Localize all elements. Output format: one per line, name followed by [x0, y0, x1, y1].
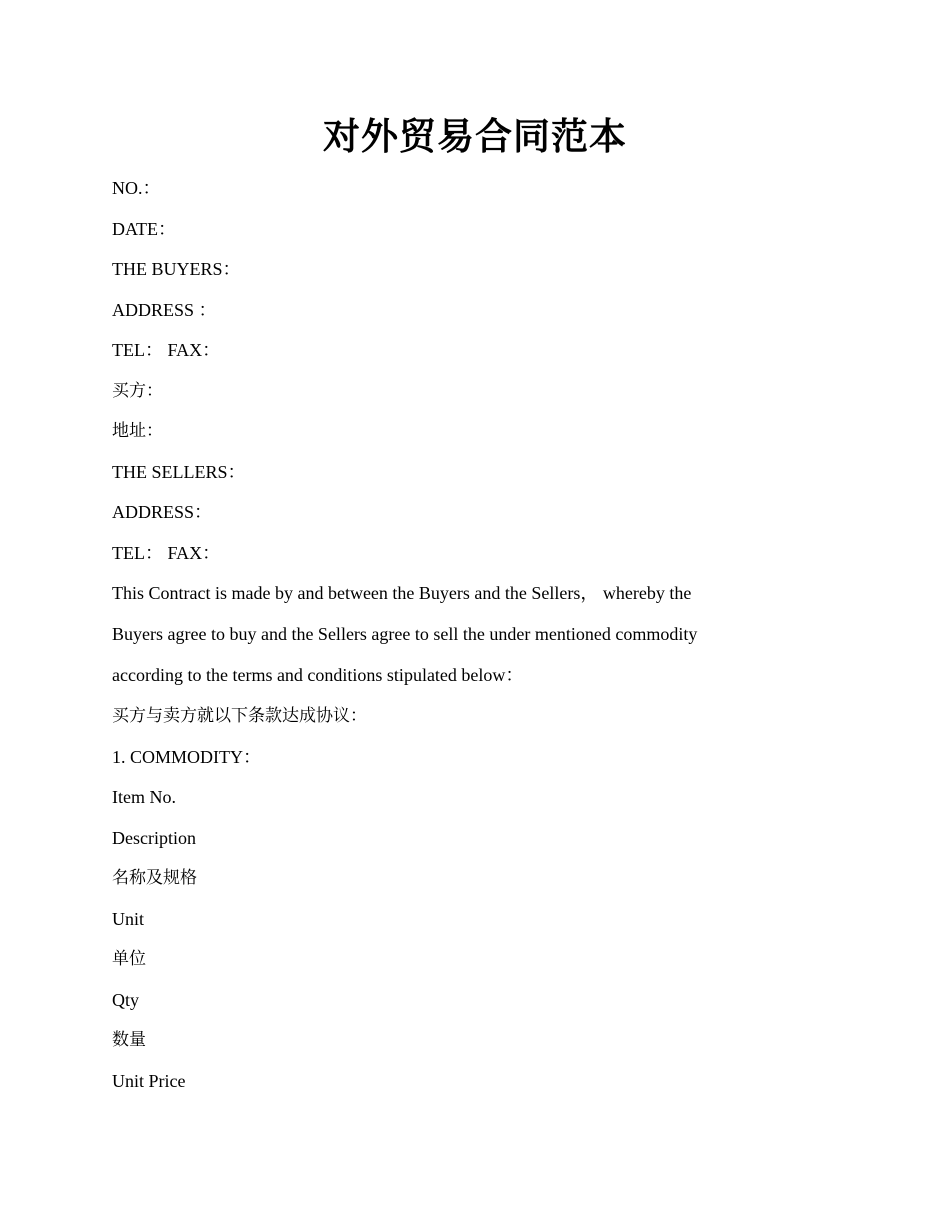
unit-price-label: Unit Price — [112, 1070, 186, 1091]
qty-cn-label: 数量 — [112, 1030, 146, 1050]
buyers-tel-fax-field: TEL： FAX： — [112, 340, 221, 360]
unit-label: Unit — [112, 908, 145, 929]
description-cn-label: 名称及规格 — [112, 868, 197, 888]
intro-line-2: Buyers agree to buy and the Sellers agree to sell the under mentioned commodity — [112, 623, 698, 644]
commodity-heading: 1. COMMODITY： — [112, 746, 262, 767]
contract-number-field: NO.： — [112, 178, 161, 198]
qty-label: Qty — [112, 989, 139, 1010]
description-label: Description — [112, 827, 196, 848]
buyers-field: THE BUYERS： — [112, 259, 241, 279]
document-title: 对外贸易合同范本 — [323, 114, 627, 158]
intro-line-3: according to the terms and conditions stipulated below： — [112, 664, 524, 685]
document-body — [112, 176, 832, 1109]
sellers-address-field: ADDRESS： — [112, 502, 213, 522]
sellers-field: THE SELLERS： — [112, 461, 246, 482]
intro-paragraph — [112, 573, 832, 696]
sellers-tel-fax-field: TEL： FAX： — [112, 542, 221, 563]
date-field: DATE： — [112, 218, 176, 239]
item-no-label: Item No. — [112, 787, 176, 807]
intro-line-1: This Contract is made by and between the Buyers and the Sellers， whereby the — [112, 582, 692, 603]
buyer-cn-field: 买方： — [112, 380, 163, 401]
unit-cn-label: 单位 — [112, 949, 146, 969]
address-cn-field: 地址： — [112, 421, 163, 441]
intro-cn: 买方与卖方就以下条款达成协议： — [112, 706, 367, 726]
buyers-address-field: ADDRESS ： — [112, 299, 217, 320]
